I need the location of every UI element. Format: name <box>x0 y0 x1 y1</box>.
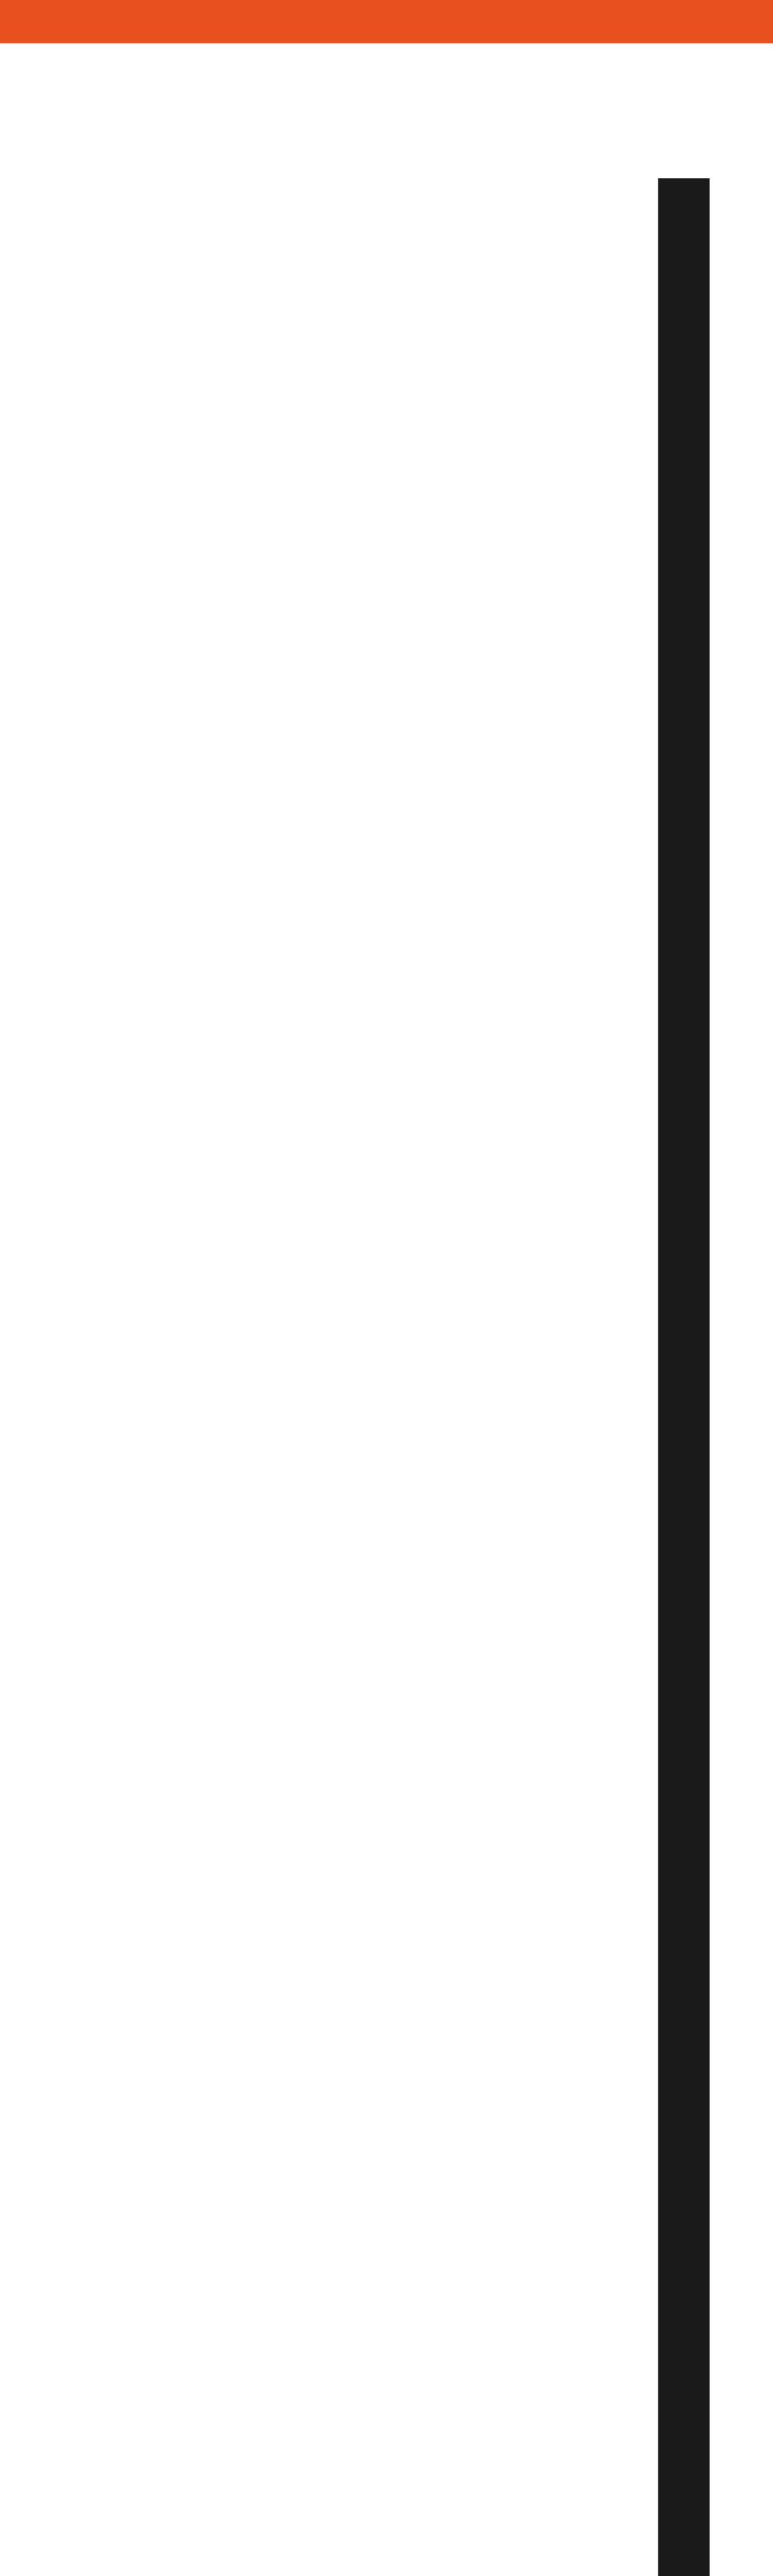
violence-meter <box>132 178 773 2576</box>
page-title <box>0 45 773 143</box>
header-subtitle <box>0 0 773 43</box>
meter-rows <box>132 178 658 2576</box>
ruler-ticks <box>710 178 773 2576</box>
scale-bar <box>658 178 710 2576</box>
